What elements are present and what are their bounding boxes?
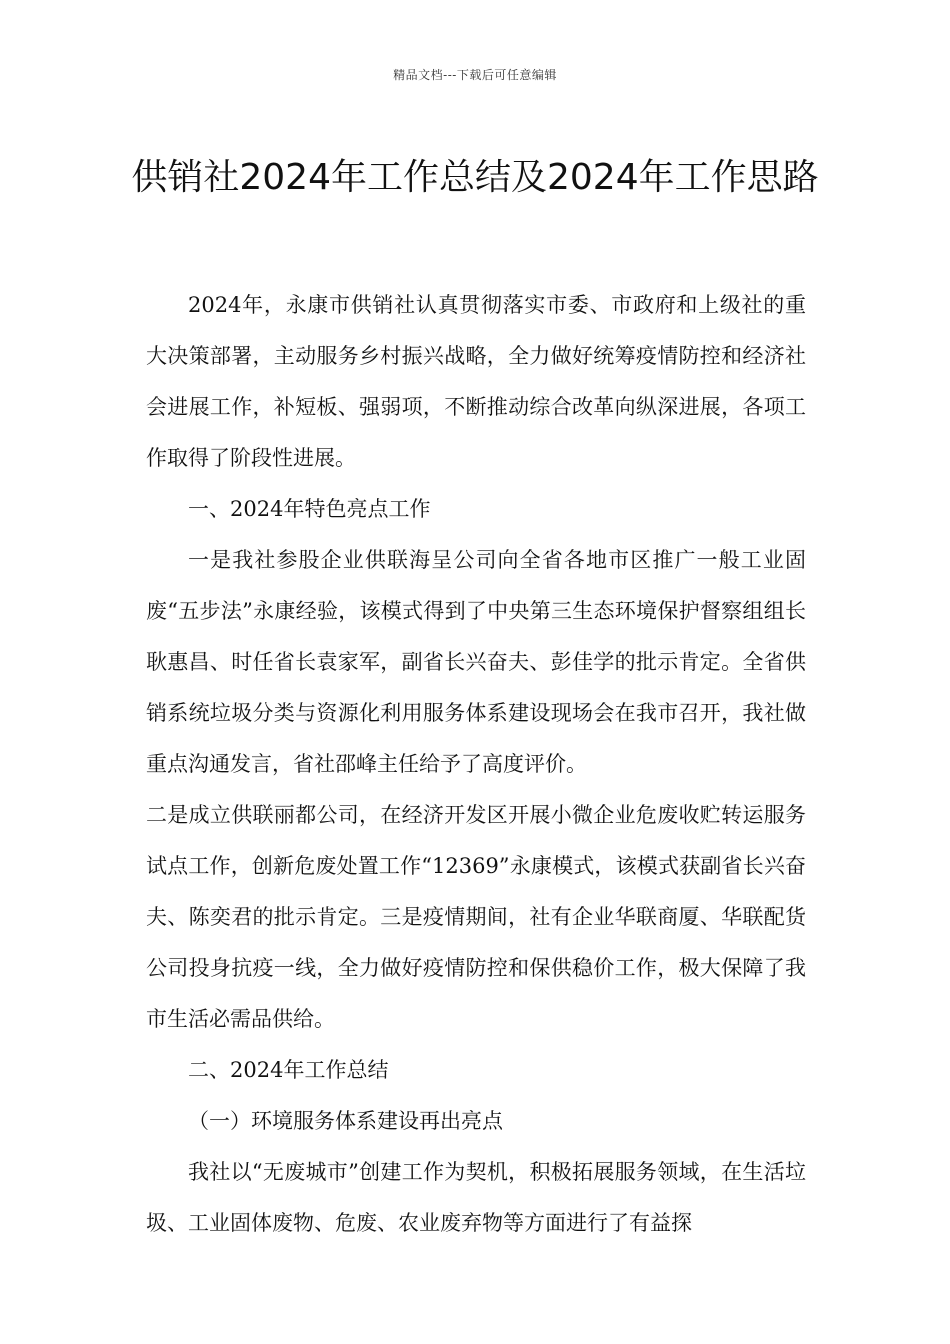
section2-subheading: （一）环境服务体系建设再出亮点 xyxy=(188,1109,503,1133)
section2-paragraph: 我社以“无废城市”创建工作为契机，积极拓展服务领域，在生活垃圾、工业固体废物、危废、农业废弃物等方面进行了有益探 xyxy=(146,1160,806,1235)
intro-paragraph: 2024年，永康市供销社认真贯彻落实市委、市政府和上级社的重大决策部署，主动服务乡村振兴战略，全力做好统筹疫情防控和经济社会进展工作，补短板、强弱项，不断推动综合改革向纵深进展，各项工作取得了阶段性进展。 xyxy=(146,293,806,470)
section1-paragraph-a: 一是我社参股企业供联海呈公司向全省各地市区推广一般工业固废“五步法”永康经验，该模式得到了中央第三生态环境保护督察组组长耿惠昌、时任省长袁家军，副省长兴奋夫、彭佳学的批示肯定。全省供销系统垃圾分类与资源化利用服务体系建设现场会在我市召开，我社做重点沟通发言，省社邵峰主任给予了高度评价。 xyxy=(146,548,806,776)
section1-paragraph-b: 二是成立供联丽都公司，在经济开发区开展小微企业危废收贮转运服务试点工作，创新危废处置工作“12369”永康模式，该模式获副省长兴奋夫、陈奕君的批示肯定。三是疫情期间，社有企业华联商厦、华联配货公司投身抗疫一线，全力做好疫情防控和保供稳价工作，极大保障了我市生活必需品供给。 xyxy=(146,803,806,1031)
section2-heading: 二、2024年工作总结 xyxy=(188,1058,389,1082)
section1-heading: 一、2024年特色亮点工作 xyxy=(188,497,431,521)
document-body xyxy=(146,280,806,1249)
document-title: 供销社2024年工作总结及2024年工作思路 xyxy=(131,157,819,199)
header-note: 精品文档---下载后可任意编辑 xyxy=(393,68,557,82)
